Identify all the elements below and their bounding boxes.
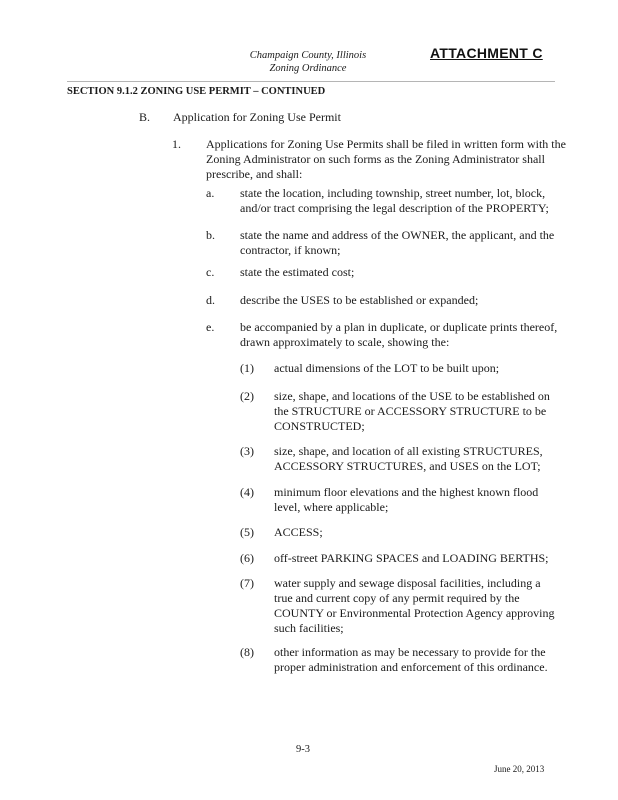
sub-item-line: such facilities; xyxy=(274,621,344,635)
list-item-line: describe the USES to be established or expanded; xyxy=(240,293,479,307)
item-1-line: prescribe, and shall: xyxy=(206,167,303,181)
list-item-line: state the estimated cost; xyxy=(240,265,355,279)
sub-item-label: (2) xyxy=(240,389,254,403)
sub-item-line: size, shape, and location of all existing STRUCTURES, xyxy=(274,444,543,458)
subsection-title: Application for Zoning Use Permit xyxy=(173,110,341,124)
sub-item-label: (8) xyxy=(240,645,254,659)
ordinance-name: Zoning Ordinance xyxy=(269,63,347,74)
list-item-line: and/or tract comprising the legal description of the PROPERTY; xyxy=(240,201,549,215)
section-title: SECTION 9.1.2 ZONING USE PERMIT – CONTINUED xyxy=(67,86,326,97)
list-item-line: be accompanied by a plan in duplicate, or duplicate prints thereof, xyxy=(240,320,558,334)
list-item-line: contractor, if known; xyxy=(240,243,341,257)
county-name: Champaign County, Illinois xyxy=(249,50,367,61)
sub-item-label: (7) xyxy=(240,576,254,590)
sub-item-label: (3) xyxy=(240,444,254,458)
sub-item-line: true and current copy of any permit required by the xyxy=(274,591,520,605)
sub-item-label: (1) xyxy=(240,361,254,375)
list-item-label: a. xyxy=(206,186,215,200)
header-divider xyxy=(67,81,555,82)
list-item-label: b. xyxy=(206,228,215,242)
sub-item-line: level, where applicable; xyxy=(274,500,389,514)
sub-item-line: actual dimensions of the LOT to be built upon; xyxy=(274,361,500,375)
sub-item-line: off-street PARKING SPACES and LOADING BERTHS; xyxy=(274,551,549,565)
item-1-line: Applications for Zoning Use Permits shall be filed in written form with the xyxy=(206,137,566,151)
list-item-line: state the name and address of the OWNER, the applicant, and the xyxy=(240,228,555,242)
sub-item-line: CONSTRUCTED; xyxy=(274,419,365,433)
item-1-label: 1. xyxy=(172,137,181,151)
attachment-label: ATTACHMENT C xyxy=(430,45,543,61)
sub-item-line: water supply and sewage disposal facilities, including a xyxy=(274,576,541,590)
list-item-label: e. xyxy=(206,320,215,334)
sub-item-line: size, shape, and locations of the USE to be established on xyxy=(274,389,550,403)
sub-item-label: (5) xyxy=(240,525,254,539)
list-item-label: c. xyxy=(206,265,215,279)
list-item-line: drawn approximately to scale, showing the: xyxy=(240,335,450,349)
sub-item-label: (6) xyxy=(240,551,254,565)
sub-item-line: minimum floor elevations and the highest known flood xyxy=(274,485,539,499)
subsection-label: B. xyxy=(139,110,151,124)
sub-item-line: the STRUCTURE or ACCESSORY STRUCTURE to be xyxy=(274,404,547,418)
item-1-line: Zoning Administrator on such forms as the Zoning Administrator shall xyxy=(206,152,545,166)
sub-item-line: other information as may be necessary to provide for the xyxy=(274,645,546,659)
list-item-line: state the location, including township, street number, lot, block, xyxy=(240,186,546,200)
revision-date: June 20, 2013 xyxy=(494,764,545,774)
sub-item-line: ACCESS; xyxy=(274,525,323,539)
sub-item-label: (4) xyxy=(240,485,254,499)
list-item-label: d. xyxy=(206,293,215,307)
sub-item-line: ACCESSORY STRUCTURES, and USES on the LOT; xyxy=(274,459,541,473)
sub-item-line: proper administration and enforcement of this ordinance. xyxy=(274,660,548,674)
county-header xyxy=(233,49,383,75)
sub-item-line: COUNTY or Environmental Protection Agency approving xyxy=(274,606,555,620)
page-number: 9-3 xyxy=(296,744,310,755)
